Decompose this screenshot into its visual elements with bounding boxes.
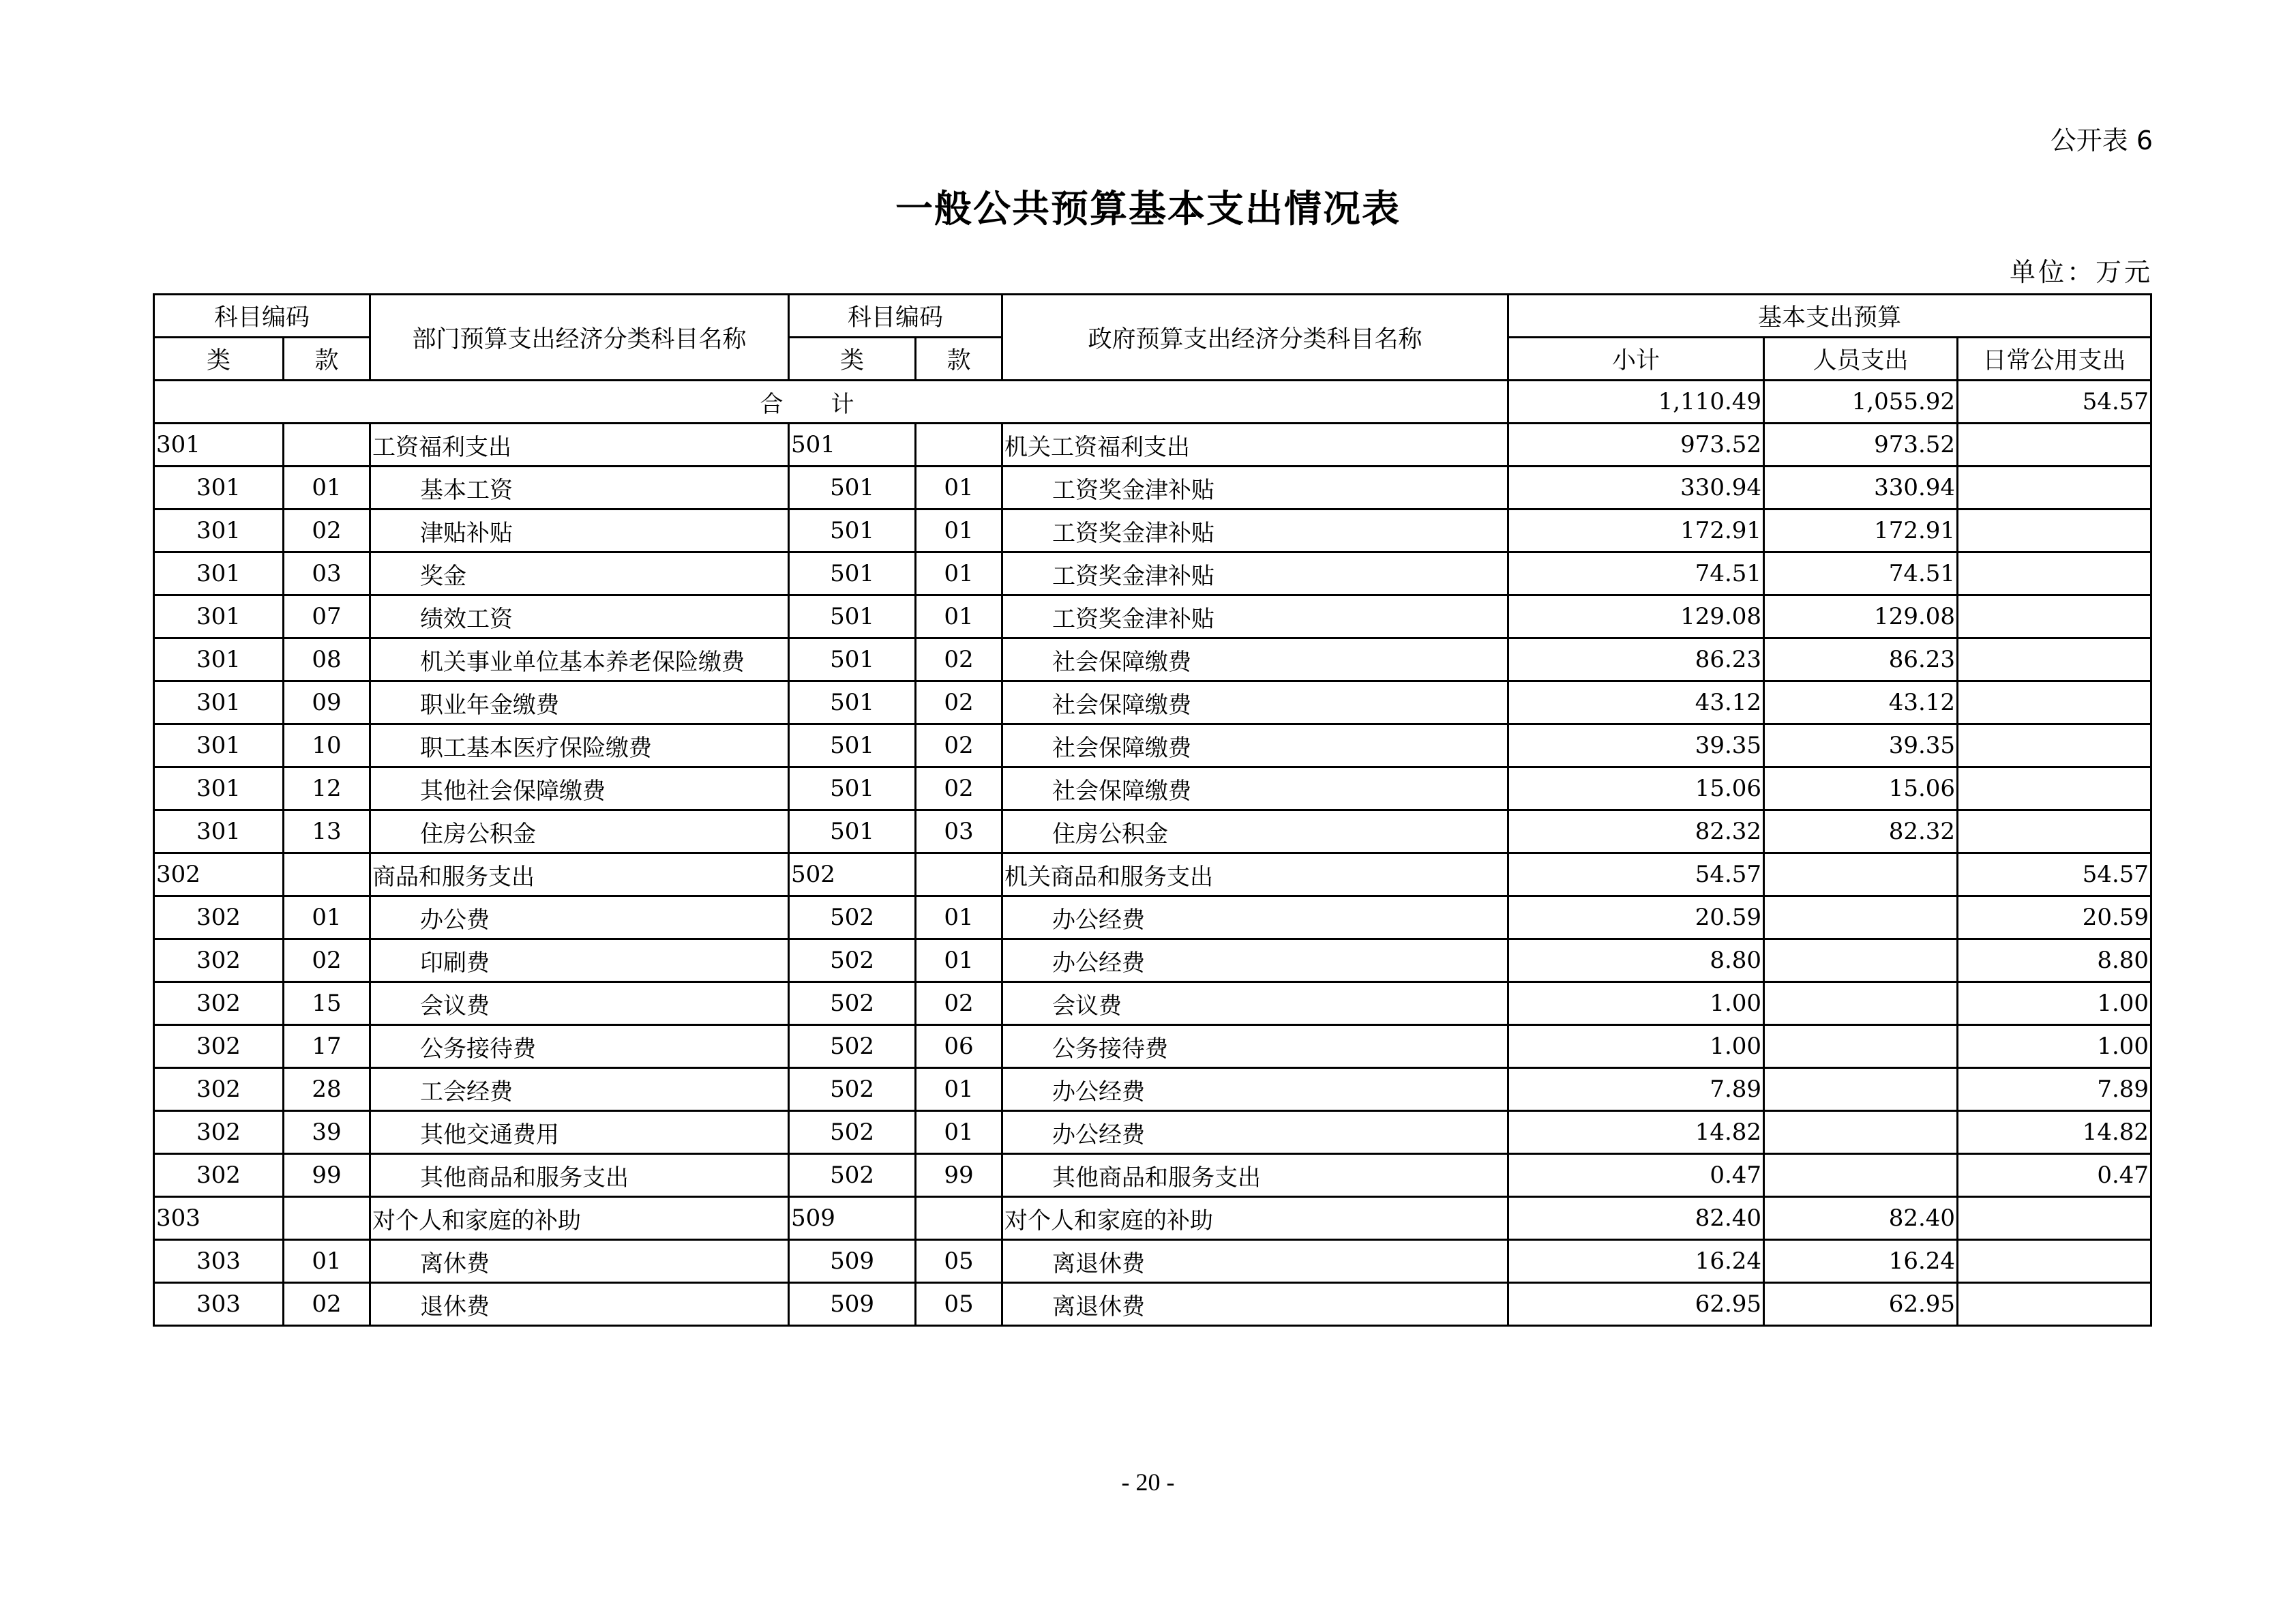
public-value [1958, 424, 2151, 467]
subtotal-value: 16.24 [1508, 1240, 1764, 1283]
gov-category-code: 502 [789, 853, 916, 896]
gov-item-name: 办公经费 [1002, 1111, 1508, 1154]
subtotal-value: 7.89 [1508, 1068, 1764, 1111]
gov-item-code: 01 [916, 467, 1002, 510]
public-value [1958, 467, 2151, 510]
unit-label: 单位：万元 [2009, 257, 2153, 287]
subtotal-value: 82.40 [1508, 1197, 1764, 1240]
dept-item-code: 01 [284, 1240, 370, 1283]
dept-category-code: 302 [154, 853, 284, 896]
dept-item-code: 13 [284, 810, 370, 853]
table-row [154, 1283, 2151, 1326]
table-row [154, 638, 2151, 681]
public-value: 1.00 [1958, 1025, 2151, 1068]
dept-item-name: 其他交通费用 [370, 1111, 789, 1154]
personnel-value [1764, 1154, 1958, 1197]
subtotal-value: 8.80 [1508, 939, 1764, 982]
table-row [154, 896, 2151, 939]
dept-item-code: 01 [284, 467, 370, 510]
gov-category-code: 509 [789, 1283, 916, 1326]
table-row [154, 810, 2151, 853]
subtotal-value: 86.23 [1508, 638, 1764, 681]
public-value [1958, 810, 2151, 853]
dept-item-code: 01 [284, 896, 370, 939]
dept-category-code: 303 [154, 1240, 284, 1283]
public-value [1958, 510, 2151, 552]
header-gov-lei: 类 [789, 338, 916, 381]
gov-item-name: 机关工资福利支出 [1002, 424, 1508, 467]
dept-item-name: 职工基本医疗保险缴费 [370, 724, 789, 767]
gov-category-code: 501 [789, 552, 916, 595]
gov-item-name: 办公经费 [1002, 939, 1508, 982]
page-title: 一般公共预算基本支出情况表 [895, 187, 1401, 231]
gov-category-code: 501 [789, 638, 916, 681]
total-row [154, 381, 2151, 424]
header-personnel: 人员支出 [1764, 338, 1958, 381]
dept-category-code: 301 [154, 681, 284, 724]
table-row [154, 467, 2151, 510]
gov-item-name: 公务接待费 [1002, 1025, 1508, 1068]
subtotal-value: 0.47 [1508, 1154, 1764, 1197]
subtotal-value: 973.52 [1508, 424, 1764, 467]
public-value [1958, 552, 2151, 595]
gov-item-code: 01 [916, 595, 1002, 638]
header-dept-kuan: 款 [284, 338, 370, 381]
public-value [1958, 767, 2151, 810]
personnel-value: 39.35 [1764, 724, 1958, 767]
subtotal-value: 74.51 [1508, 552, 1764, 595]
gov-category-code: 501 [789, 467, 916, 510]
gov-item-code: 01 [916, 510, 1002, 552]
public-value [1958, 1240, 2151, 1283]
public-value [1958, 595, 2151, 638]
category-row [154, 424, 2151, 467]
gov-category-code: 501 [789, 724, 916, 767]
personnel-value: 172.91 [1764, 510, 1958, 552]
gov-item-code: 01 [916, 896, 1002, 939]
dept-item-name: 办公费 [370, 896, 789, 939]
dept-item-code: 08 [284, 638, 370, 681]
gov-item-name: 社会保障缴费 [1002, 724, 1508, 767]
public-value [1958, 1197, 2151, 1240]
dept-category-code: 301 [154, 724, 284, 767]
header-dept-code: 科目编码 [154, 295, 370, 338]
gov-category-code: 502 [789, 1025, 916, 1068]
gov-category-code: 502 [789, 1068, 916, 1111]
dept-category-code: 301 [154, 810, 284, 853]
dept-item-name: 会议费 [370, 982, 789, 1025]
dept-category-code: 302 [154, 1068, 284, 1111]
personnel-value: 330.94 [1764, 467, 1958, 510]
personnel-value: 973.52 [1764, 424, 1958, 467]
dept-category-code: 301 [154, 552, 284, 595]
gov-item-code [916, 853, 1002, 896]
dept-item-code [284, 1197, 370, 1240]
dept-item-name: 住房公积金 [370, 810, 789, 853]
category-row [154, 853, 2151, 896]
dept-item-code: 09 [284, 681, 370, 724]
personnel-value [1764, 939, 1958, 982]
personnel-value: 74.51 [1764, 552, 1958, 595]
personnel-value [1764, 853, 1958, 896]
dept-item-name: 工会经费 [370, 1068, 789, 1111]
header-gov-name: 政府预算支出经济分类科目名称 [1002, 295, 1508, 381]
dept-category-code: 301 [154, 467, 284, 510]
personnel-value [1764, 896, 1958, 939]
page-number: - 20 - [1121, 1468, 1175, 1496]
subtotal-value: 20.59 [1508, 896, 1764, 939]
gov-item-code [916, 1197, 1002, 1240]
subtotal-value: 62.95 [1508, 1283, 1764, 1326]
dept-item-name: 商品和服务支出 [370, 853, 789, 896]
personnel-value [1764, 982, 1958, 1025]
gov-category-code: 501 [789, 595, 916, 638]
dept-category-code: 301 [154, 424, 284, 467]
gov-item-code: 02 [916, 724, 1002, 767]
dept-item-name: 奖金 [370, 552, 789, 595]
gov-item-code: 01 [916, 939, 1002, 982]
dept-item-name: 工资福利支出 [370, 424, 789, 467]
subtotal-value: 82.32 [1508, 810, 1764, 853]
public-value: 14.82 [1958, 1111, 2151, 1154]
table-row [154, 1111, 2151, 1154]
gov-item-name: 社会保障缴费 [1002, 638, 1508, 681]
public-value [1958, 1283, 2151, 1326]
header-public: 日常公用支出 [1958, 338, 2151, 381]
header-subtotal: 小计 [1508, 338, 1764, 381]
gov-item-name: 工资奖金津补贴 [1002, 510, 1508, 552]
dept-item-name: 其他社会保障缴费 [370, 767, 789, 810]
gov-item-code: 02 [916, 982, 1002, 1025]
subtotal-value: 330.94 [1508, 467, 1764, 510]
budget-table [153, 293, 2152, 1327]
dept-category-code: 302 [154, 982, 284, 1025]
gov-item-name: 离退休费 [1002, 1283, 1508, 1326]
gov-category-code: 502 [789, 1111, 916, 1154]
dept-item-name: 职业年金缴费 [370, 681, 789, 724]
gov-item-name: 社会保障缴费 [1002, 681, 1508, 724]
dept-item-code: 39 [284, 1111, 370, 1154]
category-row [154, 1197, 2151, 1240]
subtotal-value: 1.00 [1508, 982, 1764, 1025]
dept-item-name: 基本工资 [370, 467, 789, 510]
public-value: 20.59 [1958, 896, 2151, 939]
dept-item-code [284, 853, 370, 896]
dept-item-code: 02 [284, 1283, 370, 1326]
public-value [1958, 724, 2151, 767]
personnel-value [1764, 1025, 1958, 1068]
header-gov-code: 科目编码 [789, 295, 1002, 338]
dept-item-code: 99 [284, 1154, 370, 1197]
gov-category-code: 502 [789, 896, 916, 939]
gov-item-code: 05 [916, 1283, 1002, 1326]
dept-item-name: 退休费 [370, 1283, 789, 1326]
dept-category-code: 301 [154, 767, 284, 810]
subtotal-value: 43.12 [1508, 681, 1764, 724]
subtotal-value: 54.57 [1508, 853, 1764, 896]
dept-category-code: 301 [154, 638, 284, 681]
table-row [154, 982, 2151, 1025]
gov-category-code: 501 [789, 424, 916, 467]
public-value: 54.57 [1958, 853, 2151, 896]
gov-item-name: 办公经费 [1002, 896, 1508, 939]
dept-item-code: 12 [284, 767, 370, 810]
personnel-value: 86.23 [1764, 638, 1958, 681]
gov-item-name: 工资奖金津补贴 [1002, 467, 1508, 510]
table-row [154, 595, 2151, 638]
table-row [154, 724, 2151, 767]
gov-category-code: 509 [789, 1197, 916, 1240]
table-row [154, 681, 2151, 724]
subtotal-value: 15.06 [1508, 767, 1764, 810]
dept-item-name: 津贴补贴 [370, 510, 789, 552]
gov-item-name: 机关商品和服务支出 [1002, 853, 1508, 896]
header-dept-name: 部门预算支出经济分类科目名称 [370, 295, 789, 381]
gov-category-code: 501 [789, 767, 916, 810]
dept-item-name: 对个人和家庭的补助 [370, 1197, 789, 1240]
gov-item-name: 办公经费 [1002, 1068, 1508, 1111]
total-personnel: 1,055.92 [1764, 381, 1958, 424]
gov-category-code: 502 [789, 939, 916, 982]
personnel-value: 62.95 [1764, 1283, 1958, 1326]
total-subtotal: 1,110.49 [1508, 381, 1764, 424]
gov-item-name: 工资奖金津补贴 [1002, 552, 1508, 595]
personnel-value: 16.24 [1764, 1240, 1958, 1283]
total-public: 54.57 [1958, 381, 2151, 424]
personnel-value: 129.08 [1764, 595, 1958, 638]
gov-category-code: 502 [789, 982, 916, 1025]
dept-item-code: 15 [284, 982, 370, 1025]
header-dept-lei: 类 [154, 338, 284, 381]
gov-category-code: 501 [789, 510, 916, 552]
dept-category-code: 303 [154, 1283, 284, 1326]
gov-item-code: 03 [916, 810, 1002, 853]
public-value [1958, 638, 2151, 681]
subtotal-value: 14.82 [1508, 1111, 1764, 1154]
gov-item-code: 01 [916, 1111, 1002, 1154]
dept-category-code: 302 [154, 1025, 284, 1068]
dept-category-code: 303 [154, 1197, 284, 1240]
dept-item-name: 其他商品和服务支出 [370, 1154, 789, 1197]
public-value: 8.80 [1958, 939, 2151, 982]
dept-item-code: 10 [284, 724, 370, 767]
gov-item-name: 社会保障缴费 [1002, 767, 1508, 810]
gov-category-code: 501 [789, 681, 916, 724]
gov-item-code: 05 [916, 1240, 1002, 1283]
table-row [154, 1068, 2151, 1111]
gov-item-code: 99 [916, 1154, 1002, 1197]
header-row-1 [154, 295, 2151, 338]
header-budget: 基本支出预算 [1508, 295, 2151, 338]
gov-item-name: 离退休费 [1002, 1240, 1508, 1283]
personnel-value: 82.40 [1764, 1197, 1958, 1240]
dept-item-code: 28 [284, 1068, 370, 1111]
gov-item-code: 01 [916, 552, 1002, 595]
subtotal-value: 39.35 [1508, 724, 1764, 767]
subtotal-value: 1.00 [1508, 1025, 1764, 1068]
gov-item-code [916, 424, 1002, 467]
dept-category-code: 301 [154, 510, 284, 552]
personnel-value [1764, 1068, 1958, 1111]
dept-item-name: 公务接待费 [370, 1025, 789, 1068]
dept-item-code: 03 [284, 552, 370, 595]
gov-item-code: 01 [916, 1068, 1002, 1111]
dept-item-code: 17 [284, 1025, 370, 1068]
gov-item-name: 住房公积金 [1002, 810, 1508, 853]
gov-item-code: 06 [916, 1025, 1002, 1068]
gov-item-code: 02 [916, 767, 1002, 810]
table-row [154, 939, 2151, 982]
dept-category-code: 302 [154, 896, 284, 939]
gov-item-name: 会议费 [1002, 982, 1508, 1025]
table-row [154, 767, 2151, 810]
subtotal-value: 172.91 [1508, 510, 1764, 552]
personnel-value: 82.32 [1764, 810, 1958, 853]
dept-item-code: 02 [284, 510, 370, 552]
gov-item-name: 对个人和家庭的补助 [1002, 1197, 1508, 1240]
table-row [154, 1154, 2151, 1197]
subtotal-value: 129.08 [1508, 595, 1764, 638]
table-row [154, 552, 2151, 595]
personnel-value [1764, 1111, 1958, 1154]
public-value: 0.47 [1958, 1154, 2151, 1197]
gov-category-code: 502 [789, 1154, 916, 1197]
header-gov-kuan: 款 [916, 338, 1002, 381]
dept-item-name: 机关事业单位基本养老保险缴费 [370, 638, 789, 681]
table-tag: 公开表 6 [2050, 126, 2153, 156]
dept-item-name: 印刷费 [370, 939, 789, 982]
dept-category-code: 302 [154, 1154, 284, 1197]
public-value [1958, 681, 2151, 724]
gov-item-code: 02 [916, 681, 1002, 724]
gov-category-code: 501 [789, 810, 916, 853]
personnel-value: 15.06 [1764, 767, 1958, 810]
dept-category-code: 302 [154, 939, 284, 982]
dept-category-code: 302 [154, 1111, 284, 1154]
gov-item-name: 工资奖金津补贴 [1002, 595, 1508, 638]
table-row [154, 1240, 2151, 1283]
dept-item-name: 绩效工资 [370, 595, 789, 638]
dept-category-code: 301 [154, 595, 284, 638]
gov-item-name: 其他商品和服务支出 [1002, 1154, 1508, 1197]
total-label: 合计 [154, 381, 1508, 424]
gov-category-code: 509 [789, 1240, 916, 1283]
dept-item-code: 07 [284, 595, 370, 638]
dept-item-code [284, 424, 370, 467]
public-value: 7.89 [1958, 1068, 2151, 1111]
dept-item-code: 02 [284, 939, 370, 982]
table-row [154, 510, 2151, 552]
personnel-value: 43.12 [1764, 681, 1958, 724]
gov-item-code: 02 [916, 638, 1002, 681]
dept-item-name: 离休费 [370, 1240, 789, 1283]
public-value: 1.00 [1958, 982, 2151, 1025]
table-row [154, 1025, 2151, 1068]
